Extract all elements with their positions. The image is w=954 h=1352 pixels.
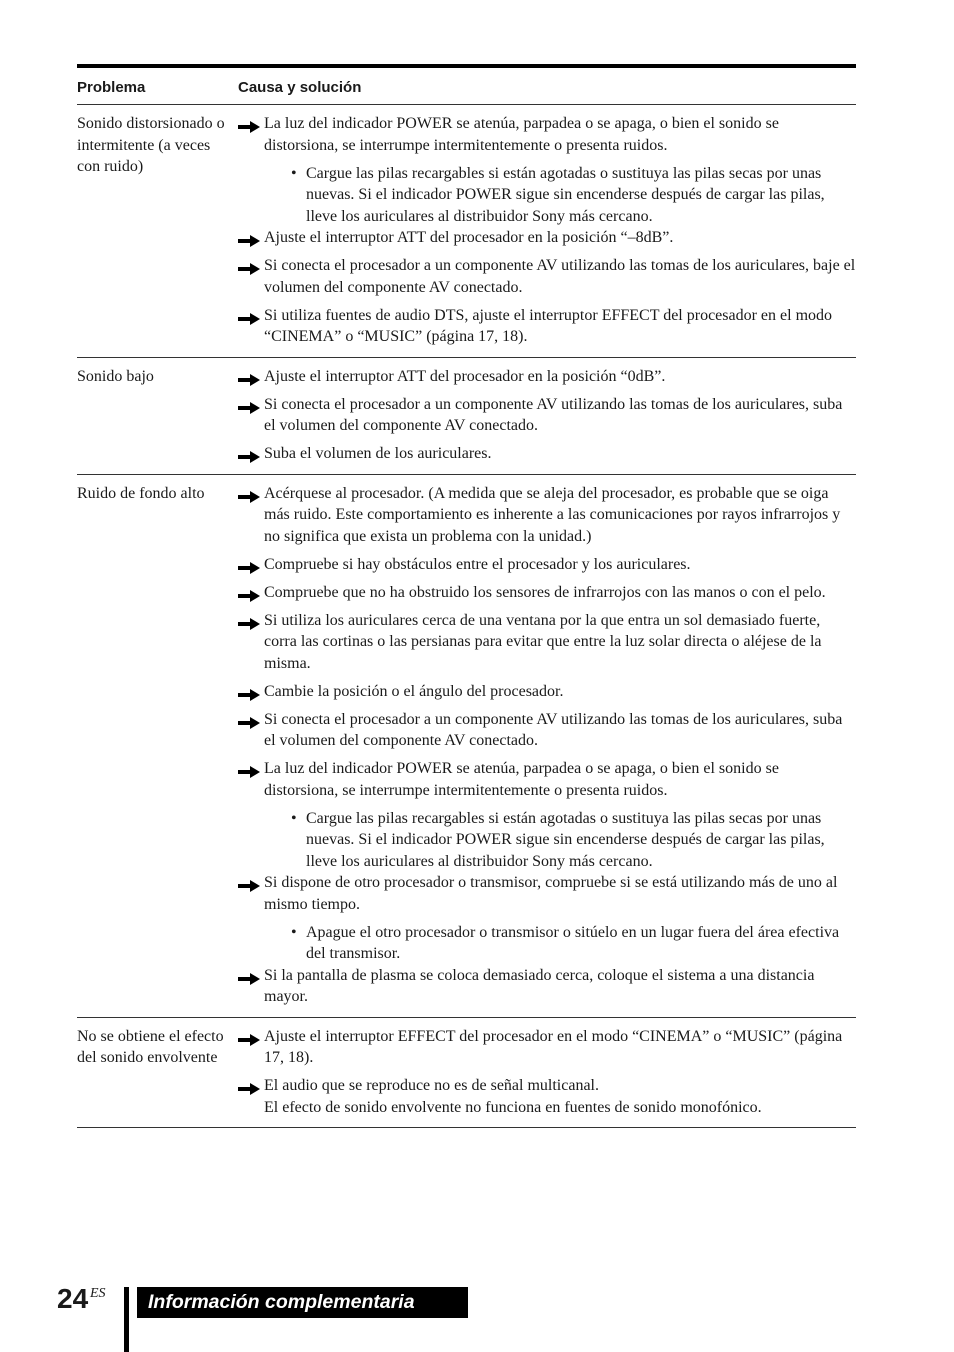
footer-divider <box>124 1287 129 1352</box>
bullet-text: Apague el otro procesador o transmisor o sitúelo en un lugar fuera del área efectiva del transmisor. <box>306 923 840 962</box>
cause-item <box>238 709 856 752</box>
cause-item <box>238 554 856 576</box>
cause-text: Ajuste el interruptor ATT del procesador en la posición “–8dB”. <box>264 229 674 246</box>
cause-text: Si la pantalla de plasma se coloca demasiado cerca, coloque el sistema a una distancia mayor. <box>264 966 815 1005</box>
cause-text: La luz del indicador POWER se atenúa, parpadea o se apaga, o bien el sonido se distorsiona, se interrumpe intermitentemente o presenta ruidos. <box>264 760 779 799</box>
arrow-right-icon <box>238 310 260 322</box>
cause-text: Si dispone de otro procesador o transmisor, compruebe si se está utilizando más de uno al mismo tiempo. <box>264 874 838 913</box>
cause-cell <box>238 483 856 1008</box>
cause-item <box>238 758 856 872</box>
cause-item <box>238 965 856 1008</box>
cause-item <box>238 582 856 604</box>
cause-item <box>238 227 856 249</box>
cause-item <box>238 305 856 348</box>
bullet-text: Cargue las pilas recargables si están agotadas o sustituya las pilas secas por unas nuevas. Si el indicador POWER sigue sin encenderse después de cargar las pilas, lleve los auriculares al distribuidor Sony más cercano. <box>306 164 825 225</box>
bullet-icon: • <box>291 809 297 827</box>
arrow-right-icon <box>238 371 260 383</box>
cause-item <box>238 394 856 437</box>
arrow-right-icon <box>238 615 260 627</box>
page-number: 24 <box>57 1283 89 1314</box>
cause-item <box>238 366 856 388</box>
arrow-right-icon <box>238 232 260 244</box>
bullet-item <box>264 808 856 873</box>
bullet-item <box>264 922 856 965</box>
arrow-right-icon <box>238 118 260 130</box>
cause-item <box>238 610 856 675</box>
bullet-icon: • <box>291 923 297 941</box>
problem-cell: Ruido de fondo alto <box>77 484 205 502</box>
arrow-right-icon <box>238 877 260 889</box>
bullet-icon: • <box>291 164 297 182</box>
arrow-right-icon <box>238 260 260 272</box>
arrow-right-icon <box>238 448 260 460</box>
cause-text: Suba el volumen de los auriculares. <box>264 445 492 462</box>
cause-text: Si utiliza fuentes de audio DTS, ajuste el interruptor EFFECT del procesador en el modo “CINEMA” o “MUSIC” (página 17, 18). <box>264 306 833 345</box>
bullet-item <box>264 163 856 228</box>
cause-text: Si conecta el procesador a un componente AV utilizando las tomas de los auriculares, suba el volumen del componente AV conectado. <box>264 710 843 749</box>
cause-text: Si conecta el procesador a un componente AV utilizando las tomas de los auriculares, baje el volumen del componente AV conectado. <box>264 257 856 296</box>
section-title-tab: Información complementaria <box>137 1287 468 1318</box>
table-row <box>77 475 856 1018</box>
page-language-suffix: ES <box>90 1286 106 1301</box>
arrow-right-icon <box>238 587 260 599</box>
cause-text: La luz del indicador POWER se atenúa, parpadea o se apaga, o bien el sonido se distorsiona, se interrumpe intermitentemente o presenta ruidos. <box>264 115 779 154</box>
arrow-right-icon <box>238 488 260 500</box>
problem-cell: No se obtiene el efecto del sonido envolvente <box>77 1027 224 1066</box>
cause-text: Ajuste el interruptor EFFECT del procesador en el modo “CINEMA” o “MUSIC” (página 17, 18). <box>264 1027 843 1066</box>
cause-item <box>238 255 856 298</box>
arrow-right-icon <box>238 970 260 982</box>
cause-text: Compruebe si hay obstáculos entre el procesador y los auriculares. <box>264 555 691 573</box>
cause-text: Si conecta el procesador a un componente AV utilizando las tomas de los auriculares, suba el volumen del componente AV conectado. <box>264 395 843 434</box>
cause-item <box>238 1075 856 1118</box>
cause-cell <box>238 1026 856 1119</box>
cause-text: Cambie la posición o el ángulo del procesador. <box>264 682 564 700</box>
cause-item <box>238 681 856 703</box>
bullet-text: Cargue las pilas recargables si están agotadas o sustituya las pilas secas por unas nuevas. Si el indicador POWER sigue sin encenderse después de cargar las pilas, lleve los auriculares al distribuidor Sony más cercano. <box>306 809 825 870</box>
cause-cell <box>238 366 856 465</box>
cause-text: Ajuste el interruptor ATT del procesador en la posición “0dB”. <box>264 367 666 385</box>
cause-item <box>238 443 856 465</box>
arrow-right-icon <box>238 763 260 775</box>
header-problem: Problema <box>77 78 146 96</box>
arrow-right-icon <box>238 714 260 726</box>
arrow-right-icon <box>238 399 260 411</box>
cause-item <box>238 872 856 965</box>
cause-item <box>238 483 856 548</box>
header-cause: Causa y solución <box>238 78 362 96</box>
table-row <box>77 1018 856 1129</box>
table-body <box>77 105 856 1128</box>
troubleshooting-table <box>77 64 856 1128</box>
cause-text: Compruebe que no ha obstruido los sensores de infrarrojos con las manos o con el pelo. <box>264 583 826 601</box>
arrow-right-icon <box>238 1080 260 1092</box>
problem-cell: Sonido distorsionado o intermitente (a veces con ruido) <box>77 115 225 175</box>
cause-text: Si utiliza los auriculares cerca de una ventana por la que entra un sol demasiado fuerte, corra las cortinas o las persianas para evitar que entre la luz solar directa o aléjese de la misma. <box>264 611 822 672</box>
cause-text: Acérquese al procesador. (A medida que se aleja del procesador, es probable que se oiga más ruido. Este comportamiento es inherente a las comunicaciones por rayos infrarrojos y no significa que exista un problema con la unidad.) <box>264 484 841 545</box>
cause-item <box>238 1026 856 1069</box>
problem-cell: Sonido bajo <box>77 367 154 385</box>
table-header <box>77 68 856 105</box>
cause-text: El audio que se reproduce no es de señal multicanal. El efecto de sonido envolvente no funciona en fuentes de sonido monofónico. <box>264 1077 762 1116</box>
table-row <box>77 105 856 358</box>
arrow-right-icon <box>238 1031 260 1043</box>
cause-item <box>238 113 856 227</box>
arrow-right-icon <box>238 559 260 571</box>
table-row <box>77 358 856 475</box>
arrow-right-icon <box>238 686 260 698</box>
cause-cell <box>238 113 856 348</box>
